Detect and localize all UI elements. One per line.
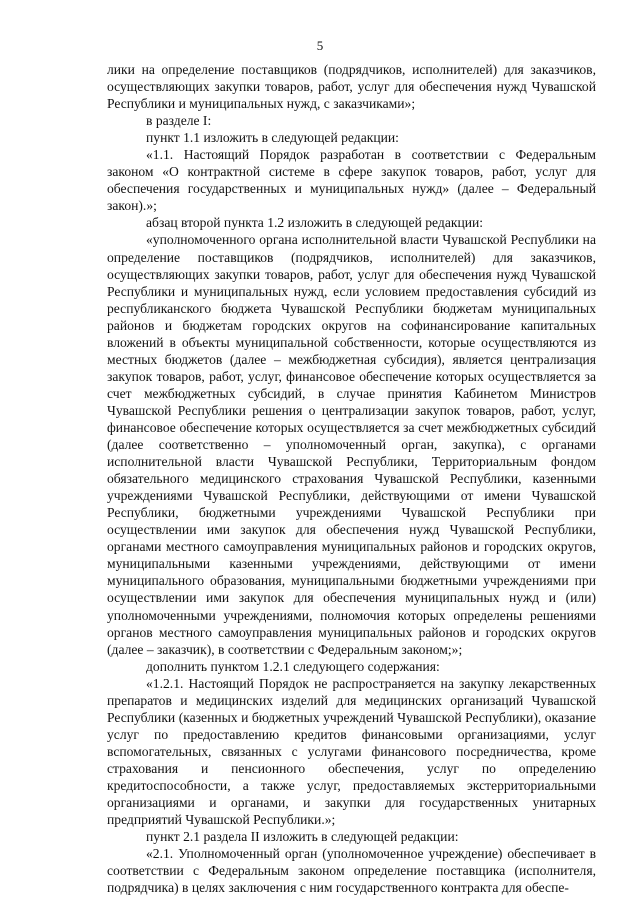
paragraph-quote: «2.1. Уполномоченный орган (уполномоченное учреждение) обеспечивает в соответствии с Федеральным законом определение поставщика (исполнителя, подрядчика) в целях заключения с ним государственного контракта для обеспе-: [107, 846, 596, 896]
paragraph-section-heading: в разделе I:: [146, 113, 212, 129]
paragraph-instruction: абзац второй пункта 1.2 изложить в следующей редакции:: [146, 215, 484, 231]
paragraph-instruction: пункт 1.1 изложить в следующей редакции:: [146, 130, 399, 146]
paragraph-instruction: дополнить пунктом 1.2.1 следующего содержания:: [146, 658, 440, 674]
paragraph-quote: «1.1. Настоящий Порядок разработан в соответствии с Федеральным законом «О контрактной системе в сфере закупок товаров, работ, услуг для обеспечения государственных и муниципальных нужд» (далее – Федеральный закон).»;: [107, 147, 596, 214]
paragraph-quote: «уполномоченного органа исполнительной власти Чувашской Республики на определение поставщиков (подрядчиков, исполнителей) для заказчиков, осуществляющих закупки товаров, работ, услуг для обеспечения нужд Чувашской Республики и муниципальных нужд, если условием предоставления субсидий из республиканского бюджета Чувашской Республики бюджетам муниципальных районов и бюджетам городских округов на софинансирование капитальных вложений в объекты муниципальной собственности, которые осуществляются из местных бюджетов (далее – межбюджетная субсидия), является централизация закупок товаров, работ, услуг, финансовое обеспечение которых осуществляется за счет межбюджетных субсидий, в случае принятия Кабинетом Министров Чувашской Республики решения о централизации закупок товаров, работ, услуг, финансовое обеспечение которых осуществляется за счет межбюджетных субсидий (далее соответственно – уполномоченный орган, закупка), с органами исполнительной власти Чувашской Республики, Территориальным фондом обязательного медицинского страхования Чувашской Республики, казенными учреждениями Чувашской Республики, действующими от имени Чувашской Республики, бюджетными учреждениями Чувашской Республики при осуществлении ими закупок для обеспечения нужд Чувашской Республики, органами местного самоуправления муниципальных районов и городских округов, муниципальными казенными учреждениями, действующими от имени муниципального образования, муниципальными бюджетными учреждениями при осуществлении ими закупок для обеспечения муниципальных нужд и (или) уполномоченными учреждениями, полномочия которых определены решениями органов местного самоуправления муниципальных районов и городских округов (далее – заказчик), в соответствии с Федеральным законом;»;: [107, 232, 596, 657]
paragraph-continuation: лики на определение поставщиков (подрядчиков, исполнителей) для заказчиков, осуществляющих закупки товаров, работ, услуг для обеспечения нужд Чувашской Республики и муниципальных нужд, с заказчиками»;: [107, 62, 596, 112]
page-number: 5: [316, 38, 324, 53]
paragraph-instruction: пункт 2.1 раздела II изложить в следующей редакции:: [146, 829, 459, 845]
document-body: [107, 61, 596, 896]
paragraph-quote: «1.2.1. Настоящий Порядок не распространяется на закупку лекарственных препаратов и медицинских изделий для медицинских организаций Чувашской Республики (казенных и бюджетных учреждений Чувашской Республики), оказание услуг по предоставлению кредитов финансовыми организациями, услуг вспомогательных, связанных с услугами финансового посредничества, кроме страхования и пенсионного обеспечения, услуг по определению кредитоспособности, а также услуг, предоставляемых экстерриториальными организациями и органами, и закупки для государственных унитарных предприятий Чувашской Республики.»;: [107, 675, 596, 828]
